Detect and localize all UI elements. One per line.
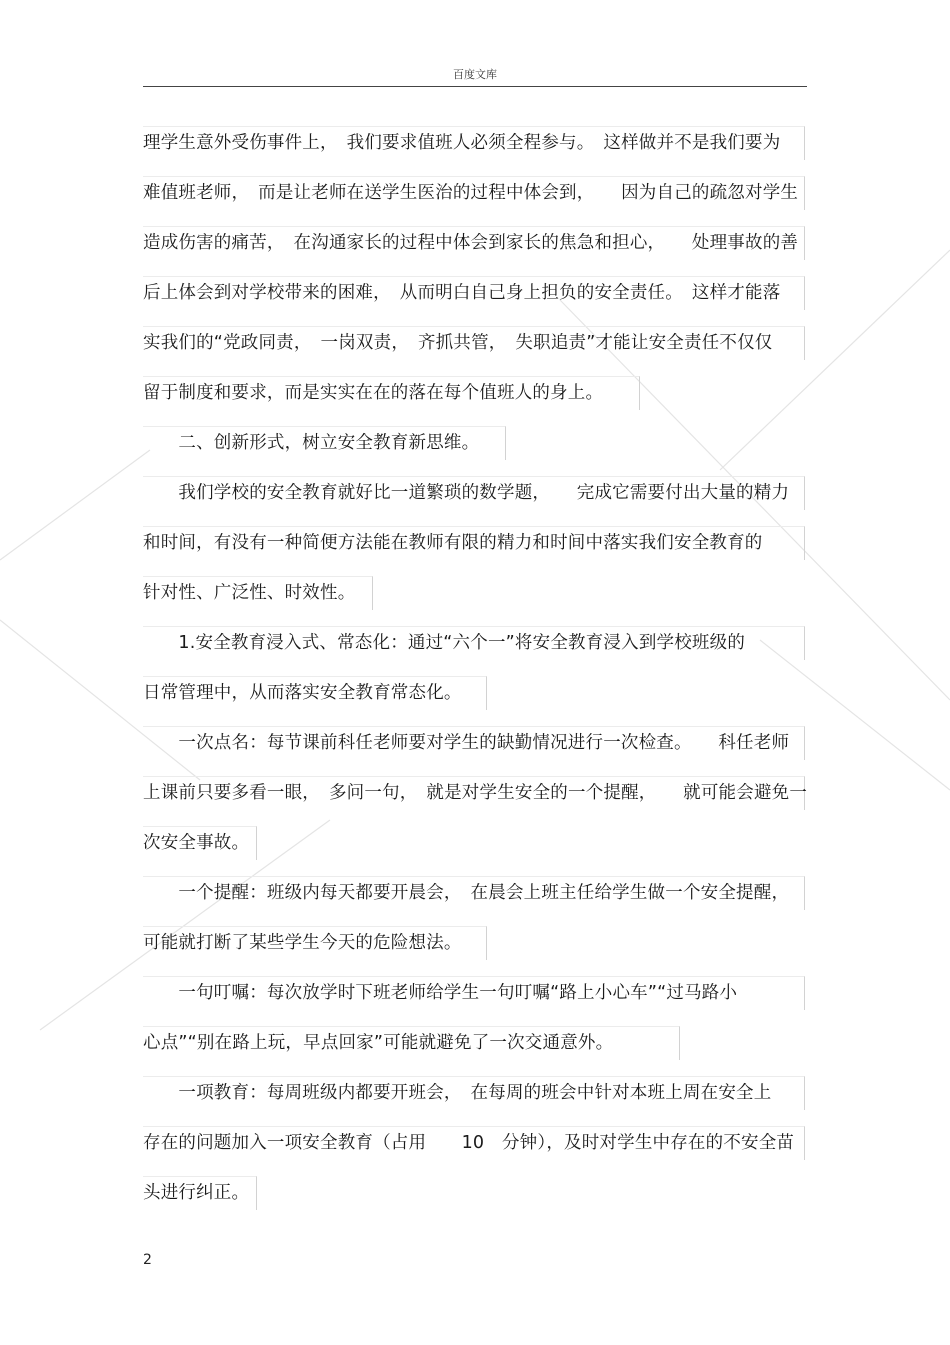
document-header: 百度文库 bbox=[453, 68, 497, 81]
body-line: 一个提醒：班级内每天都要开晨会， 在晨会上班主任给学生做一个安全提醒， bbox=[143, 883, 790, 903]
body-line: 一项教育：每周班级内都要开班会， 在每周的班会中针对本班上周在安全上 bbox=[143, 1083, 772, 1103]
body-line: 针对性、广泛性、时效性。 bbox=[143, 583, 356, 603]
header-rule bbox=[143, 86, 807, 87]
page-number: 2 bbox=[143, 1252, 152, 1268]
body-line: 日常管理中，从而落实安全教育常态化。 bbox=[143, 683, 462, 703]
body-line: 次安全事故。 bbox=[143, 833, 250, 853]
body-line: 留于制度和要求，而是实实在在的落在每个值班人的身上。 bbox=[143, 383, 604, 403]
body-line: 理学生意外受伤事件上， 我们要求值班人必须全程参与。 这样做并不是我们要为 bbox=[143, 133, 781, 153]
body-line: 上课前只要多看一眼， 多问一句， 就是对学生安全的一个提醒， 就可能会避免一 bbox=[143, 783, 808, 803]
body-line: 一次点名：每节课前科任老师要对学生的缺勤情况进行一次检查。 科任老师 bbox=[143, 733, 790, 753]
body-line: 造成伤害的痛苦， 在沟通家长的过程中体会到家长的焦急和担心， 处理事故的善 bbox=[143, 233, 799, 253]
body-line: 难值班老师， 而是让老师在送学生医治的过程中体会到， 因为自己的疏忽对学生 bbox=[143, 183, 799, 203]
body-line: 存在的问题加入一项安全教育（占用 10 分钟），及时对学生中存在的不安全苗 bbox=[143, 1133, 795, 1153]
body-line: 头进行纠正。 bbox=[143, 1183, 250, 1203]
body-line: 后上体会到对学校带来的困难， 从而明白自己身上担负的安全责任。 这样才能落 bbox=[143, 283, 781, 303]
section-heading: 二、创新形式，树立安全教育新思维。 bbox=[143, 433, 480, 453]
body-line: 我们学校的安全教育就好比一道繁琐的数学题， 完成它需要付出大量的精力 bbox=[143, 483, 790, 503]
body-line: 一句叮嘱：每次放学时下班老师给学生一句叮嘱“路上小心车”“过马路小 bbox=[143, 983, 738, 1003]
body-line: 实我们的“党政同责， 一岗双责， 齐抓共管， 失职追责”才能让安全责任不仅仅 bbox=[143, 333, 773, 353]
body-line: 和时间，有没有一种简便方法能在教师有限的精力和时间中落实我们安全教育的 bbox=[143, 533, 763, 553]
body-line: 可能就打断了某些学生今天的危险想法。 bbox=[143, 933, 462, 953]
body-line: 心点”“别在路上玩，早点回家”可能就避免了一次交通意外。 bbox=[143, 1033, 614, 1053]
body-line: 1.安全教育浸入式、常态化：通过“六个一”将安全教育浸入到学校班级的 bbox=[143, 633, 746, 653]
